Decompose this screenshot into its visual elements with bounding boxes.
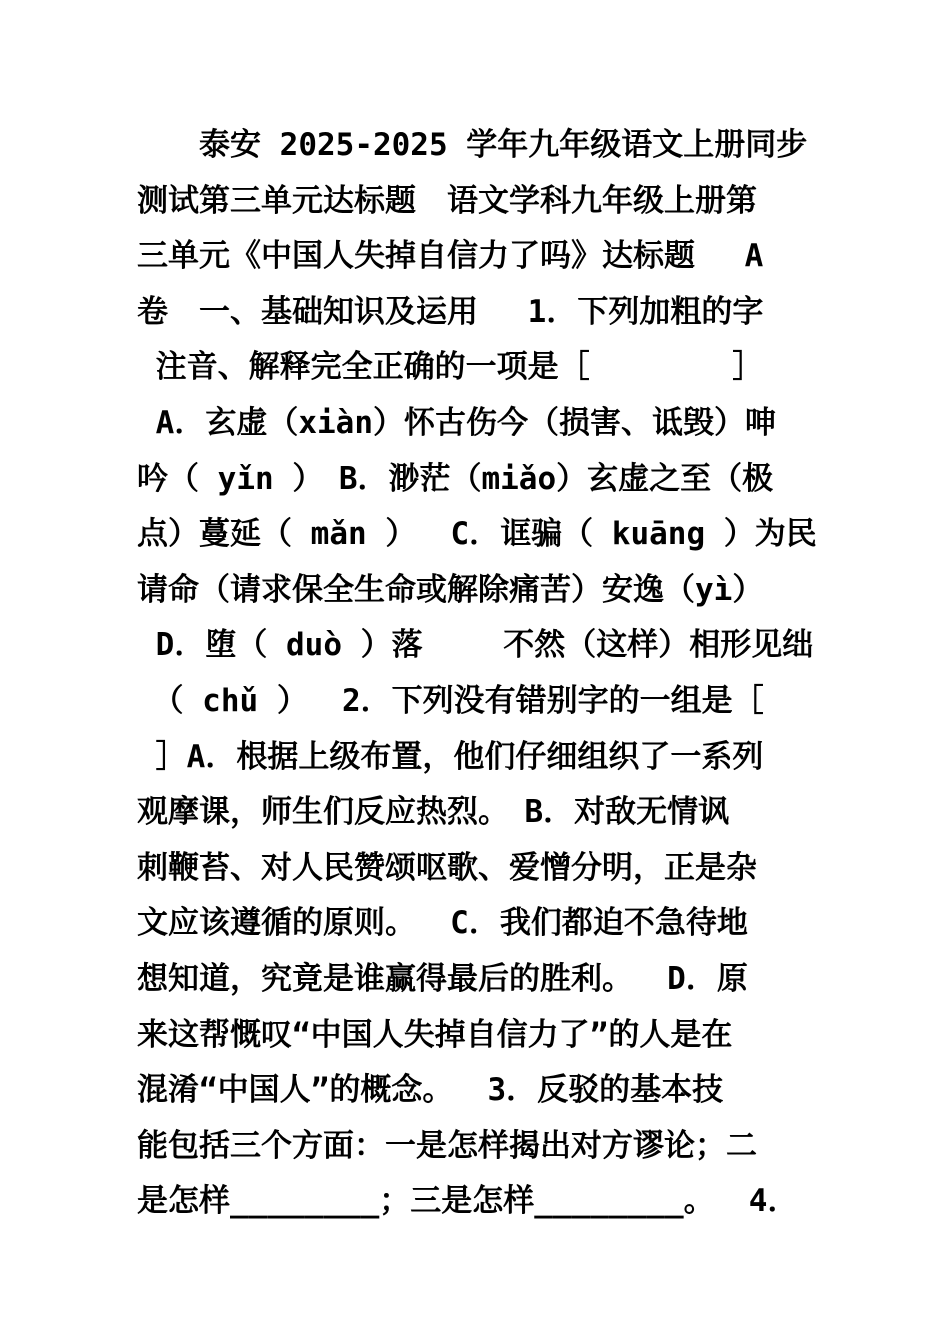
text-line: 想知道，究竟是谁赢得最后的胜利。 D．原: [137, 960, 748, 997]
text-line: 卷 一、基础知识及运用 1．下列加粗的字: [137, 293, 764, 330]
text-line: 能包括三个方面：一是怎样揭出对方谬论；二: [137, 1127, 757, 1164]
body-text: [137, 118, 817, 1230]
text-line: 吟（ yǐn ） B．渺茫（miǎo）玄虚之至（极: [137, 460, 774, 497]
text-line: 混淆“中国人”的概念。 3．反驳的基本技: [137, 1072, 724, 1109]
text-line: 文应该遵循的原则。 C．我们都迫不急待地: [137, 905, 748, 942]
text-line: 泰安 2025-2025 学年九年级语文上册同步: [137, 127, 808, 163]
text-line: 刺鞭苔、对人民赞颂呕歌、爱憎分明，正是杂: [137, 849, 757, 886]
text-line: 请命（请求保全生命或解除痛苦）安逸（yì）: [137, 571, 764, 608]
text-line: ］A．根据上级布置，他们仔细组织了一系列: [137, 738, 764, 775]
text-line: 三单元《中国人失掉自信力了吗》达标题 A: [137, 238, 764, 275]
text-line: A．玄虚（xiàn）怀古伤今（损害、诋毁）呻: [137, 404, 776, 441]
text-line: 注音、解释完全正确的一项是［ ］: [137, 349, 764, 386]
text-line: 点）蔓延（ mǎn ） C．诓骗（ kuāng ）为民: [137, 516, 817, 553]
text-line: D．堕（ duò ）落 不然（这样）相形见绌: [137, 627, 814, 664]
text-line: （ chǔ ） 2．下列没有错别字的一组是［: [137, 682, 764, 719]
text-line: 是怎样________；三是怎样________。 4．: [137, 1183, 799, 1220]
text-line: 来这帮慨叹“中国人失掉自信力了”的人是在: [137, 1016, 733, 1053]
text-line: 观摩课，师生们反应热烈。 B．对敌无情讽: [137, 794, 730, 831]
text-line: 测试第三单元达标题 语文学科九年级上册第: [137, 182, 757, 219]
